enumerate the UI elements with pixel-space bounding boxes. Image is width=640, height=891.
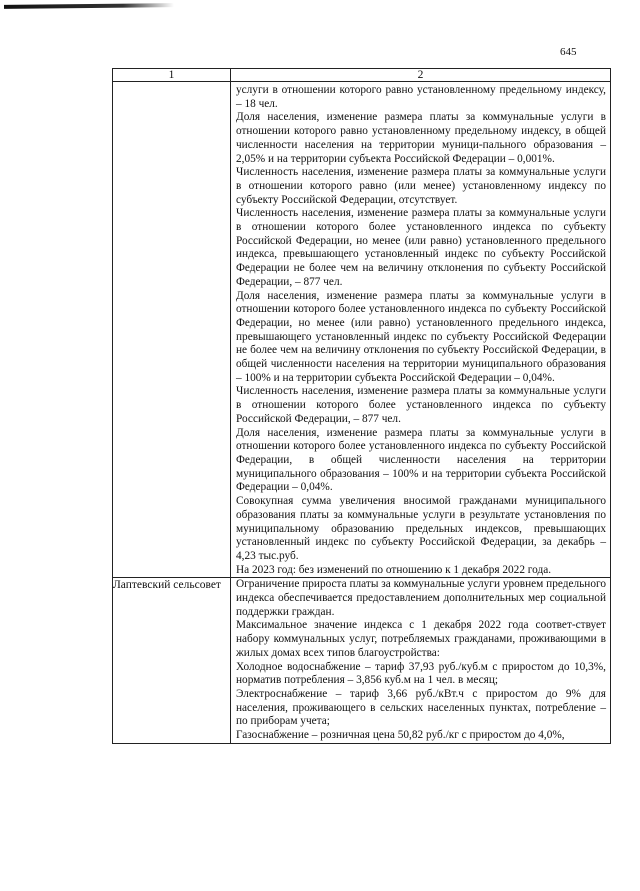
municipality-name (113, 82, 231, 578)
column-header-2: 2 (231, 69, 611, 82)
page-number: 645 (560, 46, 577, 58)
paragraph: Совокупная сумма увеличения вносимой гражданами муниципального образования платы за коммунальные услуги в результате установления по муниципальному образованию предельных индексов, превышающих установленный индекс по субъекту Российской Федерации, за декабрь – 4,23 тыс.руб. (236, 495, 606, 562)
paragraph: Численность населения, изменение размера платы за коммунальные услуги в отношении которого более установленного индекса по субъекту Российской Федерации, – 877 чел. (236, 385, 606, 425)
paragraph: Доля населения, изменение размера платы за коммунальные услуги в отношении которого равно установленному предельному индексу, в общей численности населения на территории муници-пального образования – 2,05% и на территории субъекта Российской Федерации – 0,001%. (236, 111, 606, 165)
paragraph: На 2023 год: без изменений по отношению к 1 декабря 2022 года. (236, 563, 552, 576)
description-cell (231, 578, 611, 743)
paragraph: Электроснабжение – тариф 3,66 руб./кВт.ч с приростом до 9% для населения, проживающего в сельских населенных пунктах, потребление – по приборам учета; (236, 687, 606, 728)
table-row (113, 82, 611, 578)
paragraph: Доля населения, изменение размера платы за коммунальные услуги в отношении которого более установленного индекса по субъекту Российской Федерации, в общей численности населения на территории муниципального образования – 100% и на территории субъекта Российской Федерации – 0,04%. (236, 426, 606, 494)
document-table (112, 68, 611, 744)
paragraph: Максимальное значение индекса с 1 декабря 2022 года соответ-ствует набору коммунальных услуг, потребляемых гражданами, проживающими в жилых домах всех типов благоустройства: (236, 619, 606, 659)
table-header-row (113, 69, 611, 82)
paragraph: Газоснабжение – розничная цена 50,82 руб./кг с приростом до 4,0%, (236, 729, 565, 742)
scan-edge-mark (4, 3, 174, 9)
table-row (113, 578, 611, 743)
paragraph: Холодное водоснабжение – тариф 37,93 руб./куб.м с приростом до 10,3%, норматив потребления – 3,856 куб.м на 1 чел. в месяц; (236, 660, 606, 687)
paragraph: услуги в отношении которого равно установленному предельному индексу, – 18 чел. (236, 84, 606, 110)
description-cell (231, 82, 611, 578)
column-header-1: 1 (113, 69, 231, 82)
municipality-name: Лаптевский сельсовет (113, 578, 231, 743)
paragraph: Доля населения, изменение размера платы за коммунальные услуги в отношении которого более установленного индекса по субъекту Российской Федерации, но менее (или равно) установленного предельного индекса, превышающего установленный индекс по субъекту Российской Федерации не более чем на величину отклонения по субъекту Российской Федерации, в общей численности населения на территории муниципального образования – 100% и на территории субъекта Российской Федерации – 0,04%. (236, 289, 606, 384)
paragraph: Численность населения, изменение размера платы за коммунальные услуги в отношении которого равно (или менее) установленному индексу по субъекту Российской Федерации, отсутствует. (236, 166, 606, 206)
paragraph: Ограничение прироста платы за коммунальные услуги уровнем предельного индекса обеспечивается предоставлением дополнительных мер социальной поддержки граждан. (236, 578, 606, 618)
paragraph: Численность населения, изменение размера платы за коммунальные услуги в отношении которого более установленного индекса по субъекту Российской Федерации, но менее (или равно) установленного предельного индекса, превышающего установленный индекс по субъекту Российской Федерации не более чем на величину отклонения по субъекту Российской Федерации, – 877 чел. (236, 207, 606, 288)
